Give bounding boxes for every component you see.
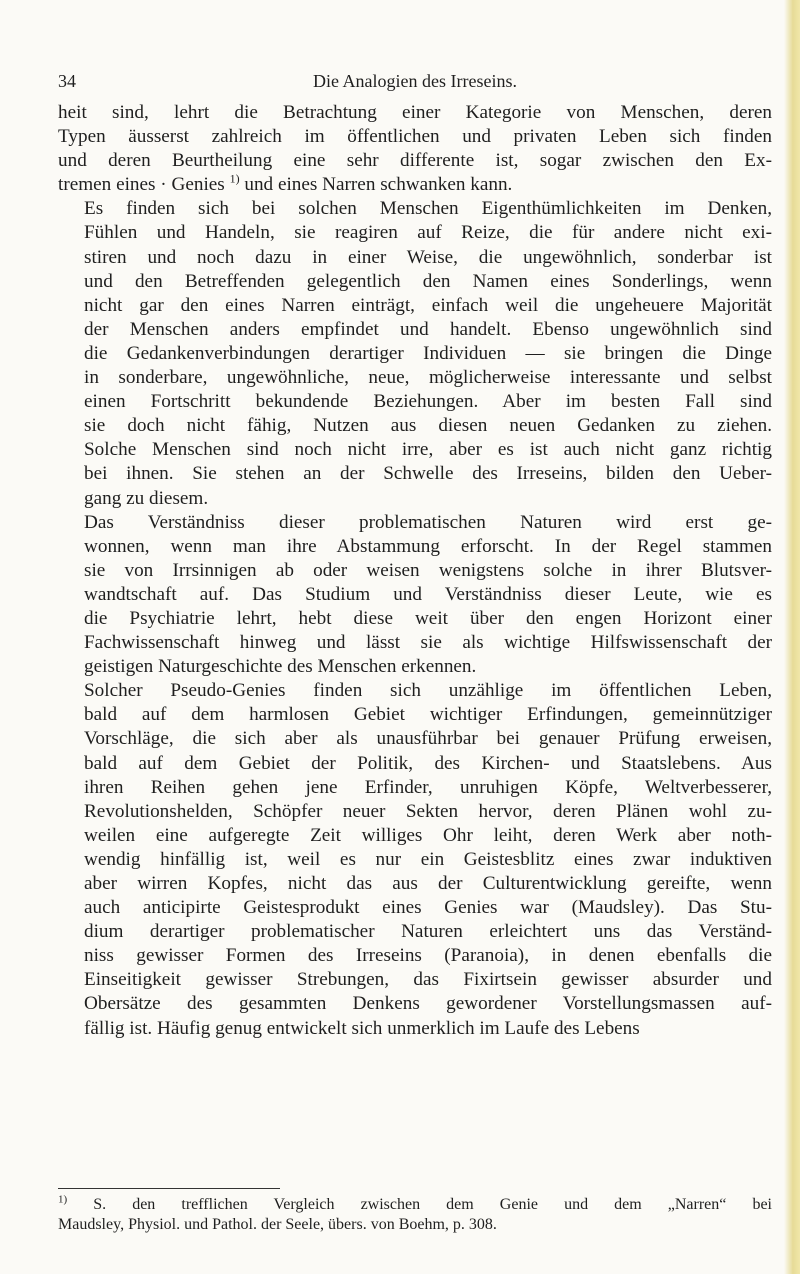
text-line: dium derartiger problematischer Naturen erleichtert uns das Verständ-: [84, 921, 772, 943]
text-line: Solcher Pseudo-Genies finden sich unzählige im öffentlichen Leben,: [84, 680, 772, 702]
text-line: fällig ist. Häufig genug entwickelt sich unmerklich im Laufe des Lebens: [84, 1017, 640, 1039]
text-line: Vorschläge, die sich aber als unausführbar bei genauer Prüfung erweisen,: [84, 728, 772, 750]
text-line: Das Verständniss dieser problematischen Naturen wird erst ge-: [84, 511, 772, 533]
text-line: einen Fortschritt bekundende Beziehungen. Aber im besten Fall sind: [84, 391, 772, 413]
footnote-line: [58, 1195, 772, 1215]
text-line: Revolutionshelden, Schöpfer neuer Sekten hervor, deren Plänen wohl zu-: [84, 800, 772, 822]
text-line: in sonderbare, ungewöhnliche, neue, möglicherweise interessante und selbst: [84, 367, 772, 389]
page-edge-stain: [784, 0, 800, 1274]
text-line: der Menschen anders empfindet und handelt. Ebenso ungewöhnlich sind: [84, 318, 772, 340]
paragraph: [58, 511, 772, 680]
paragraph: [58, 101, 772, 197]
text-line: wandtschaft auf. Das Studium und Verständniss dieser Leute, wie es: [84, 583, 772, 605]
text-line: Einseitigkeit gewisser Strebungen, das Fixirtsein gewisser absurder und: [84, 969, 772, 991]
text-line: nicht gar den eines Narren einträgt, einfach weil die ungeheuere Majorität: [84, 294, 772, 316]
text-line: ihren Reihen gehen jene Erfinder, unruhigen Köpfe, Weltverbesserer,: [84, 776, 772, 798]
text-line: bei ihnen. Sie stehen an der Schwelle des Irreseins, bilden den Ueber-: [84, 463, 772, 485]
text-line: gang zu diesem.: [84, 487, 209, 509]
text-line: Es finden sich bei solchen Menschen Eigenthümlichkeiten im Denken,: [84, 198, 772, 220]
text-line: die Gedankenverbindungen derartiger Individuen — sie bringen die Dinge: [84, 342, 772, 364]
text-line: bald auf dem Gebiet der Politik, des Kirchen- und Staatslebens. Aus: [84, 752, 772, 774]
paragraph: [58, 679, 772, 1040]
text-line: und deren Beurtheilung eine sehr differente ist, sogar zwischen den Ex-: [58, 150, 772, 172]
footnote-text: S. den trefflichen Vergleich zwischen dem Genie und dem „Narren“ bei: [67, 1196, 772, 1213]
text-line: [58, 173, 772, 197]
text-line: Obersätze des gesammten Denkens gewordener Vorstellungsmassen auf-: [84, 993, 772, 1015]
footnote-mark: 1): [58, 1193, 68, 1206]
text-line: auch anticipirte Geistesprodukt eines Genies war (Maudsley). Das Stu-: [84, 897, 772, 919]
page-header: [58, 70, 772, 92]
text-line: bald auf dem harmlosen Gebiet wichtiger Erfindungen, gemeinnütziger: [84, 704, 772, 726]
text-line: geistigen Naturgeschichte des Menschen erkennen.: [84, 656, 477, 678]
text-line: stiren und noch dazu in einer Weise, die ungewöhnlich, sonderbar ist: [84, 246, 772, 268]
text-line: Typen äusserst zahlreich im öffentlichen und privaten Leben sich finden: [58, 126, 772, 148]
footnote-line: Maudsley, Physiol. und Pathol. der Seele, übers. von Boehm, p. 308.: [58, 1216, 497, 1233]
text-line: Fachwissenschaft hinweg und lässt sie als wichtige Hilfswissenschaft der: [84, 632, 772, 654]
body-text: [58, 101, 772, 1041]
footnote: [58, 1195, 772, 1235]
text-line: die Psychiatrie lehrt, hebt diese weit über den engen Horizont einer: [84, 607, 772, 629]
text-line: Solche Menschen sind noch nicht irre, aber es ist auch nicht ganz richtig: [84, 439, 772, 461]
text-line: niss gewisser Formen des Irreseins (Paranoia), in denen ebenfalls die: [84, 945, 772, 967]
text-line: wonnen, wenn man ihre Abstammung erforscht. In der Regel stammen: [84, 535, 772, 557]
footnote-divider: [58, 1188, 280, 1189]
running-title: Die Analogien des Irreseins.: [313, 71, 517, 91]
page-number: 34: [58, 71, 76, 91]
text-line: heit sind, lehrt die Betrachtung einer Kategorie von Menschen, deren: [58, 102, 772, 123]
text-line: sie von Irrsinnigen ab oder weisen wenigstens solche in ihrer Blutsver-: [84, 559, 772, 581]
text-line: aber wirren Kopfes, nicht das aus der Culturentwicklung gereifte, wenn: [84, 873, 772, 894]
text-fragment: und eines Narren schwanken kann.: [239, 174, 513, 196]
text-line: wendig hinfällig ist, weil es nur ein Geistesblitz eines zwar induktiven: [84, 848, 772, 870]
text-line: weilen eine aufgeregte Zeit williges Ohr leiht, deren Werk aber noth-: [84, 824, 772, 846]
text-fragment: tremen eines · Genies: [58, 174, 230, 196]
paragraph: [58, 197, 772, 510]
text-line: sie doch nicht fähig, Nutzen aus diesen neuen Gedanken zu ziehen.: [84, 415, 772, 437]
text-line: und den Betreffenden gelegentlich den Namen eines Sonderlings, wenn: [84, 270, 772, 292]
footnote-reference: 1): [229, 171, 240, 186]
text-line: Fühlen und Handeln, sie reagiren auf Reize, die für andere nicht exi-: [84, 222, 772, 244]
